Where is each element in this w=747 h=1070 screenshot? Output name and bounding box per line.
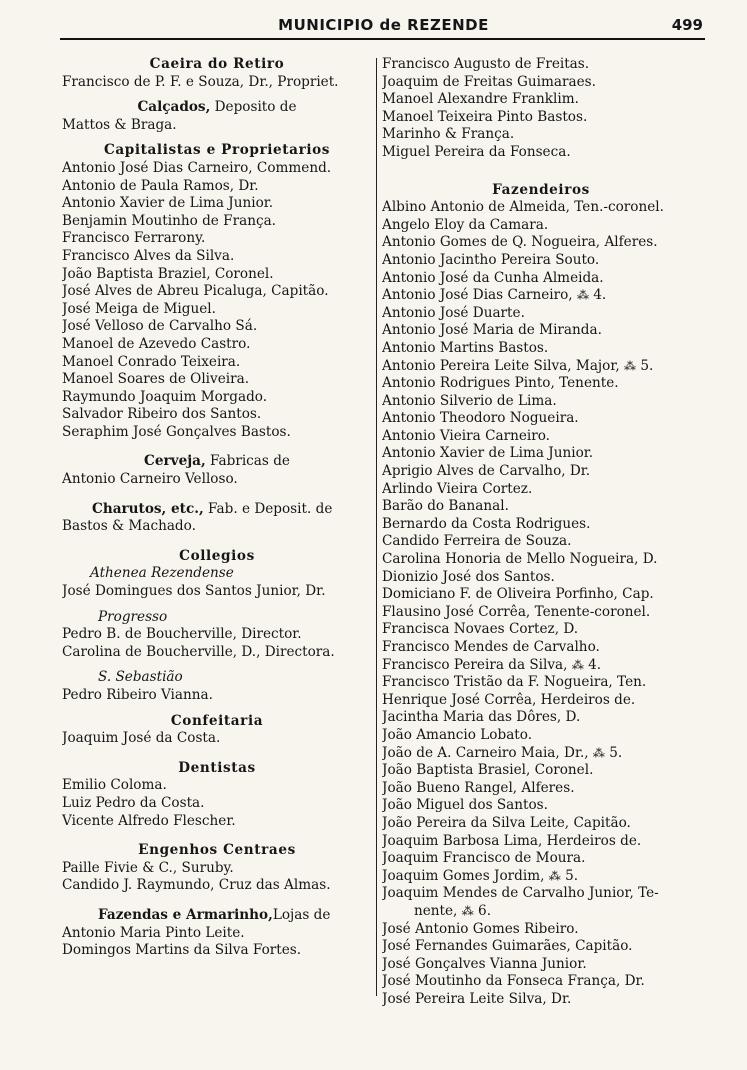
list-item: Francisco de P. F. e Souza, Dr., Propriet. [62, 73, 339, 90]
list-item [382, 745, 700, 763]
entry-text: Joaquim Gomes Jordim, [382, 867, 545, 884]
section-heading: Charutos, etc., [92, 500, 204, 517]
entry-number: 5. [609, 744, 623, 761]
list-item: Francisco Ferrarony. [62, 230, 206, 247]
section-heading: Collegios [179, 547, 255, 564]
list-item: Antonio Martins Bastos. [382, 339, 549, 356]
list-item [382, 358, 700, 376]
list-item: Antonio Vieira Carneiro. [382, 427, 550, 444]
right-column [382, 56, 700, 1008]
section-heading-rest: Deposito de [214, 99, 297, 116]
list-item: Raymundo Joaquim Morgado. [62, 388, 268, 405]
section-heading-line [62, 907, 372, 925]
list-item: Bastos & Machado. [62, 518, 196, 535]
list-item: Domiciano F. de Oliveira Porfinho, Cap. [382, 586, 654, 603]
entry-number: 5. [640, 357, 654, 374]
list-item: Luiz Pedro da Costa. [62, 794, 205, 811]
list-item: Francisco Alves da Silva. [62, 247, 235, 264]
list-item: Antonio Gomes de Q. Nogueira, Alferes. [382, 234, 658, 251]
list-item: Carolina de Boucherville, D., Directora. [62, 643, 335, 660]
list-item: João Amancio Lobato. [382, 726, 533, 743]
entry-number: 6. [478, 902, 492, 919]
list-item: Mattos & Braga. [62, 116, 177, 133]
page-header [60, 8, 707, 42]
list-item: Joaquim de Freitas Guimaraes. [382, 73, 596, 90]
fazendeiros-list [382, 921, 700, 1009]
list-item: Antonio de Paula Ramos, Dr. [62, 177, 259, 194]
list-item [382, 657, 700, 675]
list-item: João Pereira da Silva Leite, Capitão. [382, 814, 631, 831]
list-item: Salvador Ribeiro dos Santos. [62, 406, 262, 423]
list-item: Henrique José Corrêa, Herdeiros de. [382, 691, 636, 708]
list-item: José Velloso de Carvalho Sá. [62, 318, 258, 335]
dentistas-list [62, 777, 372, 830]
list-item: Vicente Alfredo Flescher. [62, 812, 236, 829]
fazendeiros-list [382, 762, 700, 868]
section-heading: Fazendas e Armarinho, [98, 906, 273, 923]
list-item [382, 287, 700, 305]
list-item: Miguel Pereira da Fonseca. [382, 143, 571, 160]
fazendeiros-list [382, 375, 700, 657]
list-item: Albino Antonio de Almeida, Ten.-coronel. [382, 199, 664, 216]
section-heading-rest: Lojas de [272, 906, 331, 923]
list-item: Joaquim José da Costa. [62, 730, 221, 747]
list-item: Candido J. Raymundo, Cruz das Almas. [62, 877, 331, 894]
section-heading: Calçados, [137, 99, 211, 116]
list-item: Manoel Soares de Oliveira. [62, 371, 250, 388]
asterism-icon: ⁂ [623, 358, 636, 373]
list-item: Manoel Teixeira Pinto Bastos. [382, 108, 588, 125]
list-item: Arlindo Vieira Cortez. [382, 480, 533, 497]
list-item: Carolina Honoria de Mello Nogueira, D. [382, 551, 658, 568]
school-name: Athenea Rezendense [90, 565, 234, 582]
list-item: João Miguel dos Santos. [382, 797, 548, 814]
section-heading: Engenhos Centraes [138, 842, 296, 859]
list-item: João Bueno Rangel, Alferes. [382, 779, 575, 796]
list-item: Antonio José da Cunha Almeida. [382, 269, 604, 286]
list-item: Antonio José Dias Carneiro, Commend. [62, 159, 332, 176]
section-heading: Confeitaria [170, 712, 264, 729]
list-item: João Baptista Braziel, Coronel. [62, 265, 274, 282]
list-item: Dionizio José dos Santos. [382, 568, 555, 585]
section-heading: Caeira do Retiro [149, 56, 285, 72]
list-item [382, 868, 700, 886]
left-column [62, 56, 372, 960]
fazendeiros-list [382, 199, 700, 287]
entry-text: Antonio Pereira Leite Silva, Major, [382, 357, 620, 374]
list-item: Manoel Conrado Teixeira. [62, 353, 241, 370]
list-item: Antonio Maria Pinto Leite. [62, 924, 245, 941]
list-item: João Baptista Brasiel, Coronel. [382, 762, 594, 779]
fazendas-list [62, 925, 372, 960]
list-item: Antonio Rodrigues Pinto, Tenente. [382, 375, 619, 392]
list-item: Antonio Xavier de Lima Junior. [382, 445, 594, 462]
list-item: José Domingues dos Santos Junior, Dr. [62, 583, 326, 600]
asterism-icon: ⁂ [592, 745, 605, 760]
list-item: Francisco Tristão da F. Nogueira, Ten. [382, 674, 647, 691]
fazendeiros-list [382, 305, 700, 358]
list-item: Barão do Bananal. [382, 498, 509, 515]
section-heading-line [62, 501, 372, 519]
list-item: Antonio Xavier de Lima Junior. [62, 195, 274, 212]
list-item: Antonio Jacintho Pereira Souto. [382, 251, 600, 268]
list-item: José Gonçalves Vianna Junior. [382, 955, 587, 972]
section-heading-rest: Fabricas de [210, 453, 290, 470]
engenhos-list [62, 860, 372, 895]
entry-number: 4. [588, 656, 602, 673]
progresso-list [62, 626, 372, 661]
list-item: Joaquim Francisco de Moura. [382, 850, 586, 867]
school-name: Progresso [98, 608, 168, 625]
entry-text: Antonio José Dias Carneiro, [382, 287, 573, 304]
header-rule [60, 38, 705, 40]
section-heading: Fazendeiros [492, 181, 590, 198]
list-item: Pedro B. de Boucherville, Director. [62, 626, 302, 643]
list-item: Angelo Eloy da Camara. [382, 216, 549, 233]
section-heading-line [62, 99, 372, 117]
list-item: Antonio José Duarte. [382, 304, 525, 321]
list-item-continuation [382, 903, 700, 921]
list-item: Benjamin Moutinho de França. [62, 212, 277, 229]
entry-text: nente, [414, 902, 458, 919]
asterism-icon: ⁂ [461, 903, 474, 918]
list-item: Marinho & França. [382, 126, 515, 143]
entry-number: 4. [593, 287, 607, 304]
list-item: Manoel Alexandre Franklim. [382, 91, 579, 108]
fazendeiros-list [382, 674, 700, 744]
list-item: Paille Fivie & C., Suruby. [62, 859, 234, 876]
list-item: José Moutinho da Fonseca França, Dr. [382, 973, 645, 990]
section-heading-rest: Fab. e Deposit. de [208, 500, 333, 517]
list-item: Flausino José Corrêa, Tenente-coronel. [382, 603, 651, 620]
school-name: S. Sebastião [98, 669, 183, 686]
list-item: Antonio Silverio de Lima. [382, 392, 557, 409]
asterism-icon: ⁂ [576, 288, 589, 303]
entry-number: 5. [565, 867, 579, 884]
list-item: Seraphim José Gonçalves Bastos. [62, 423, 291, 440]
list-item: Domingos Martins da Silva Fortes. [62, 942, 302, 959]
list-item: José Alves de Abreu Picaluga, Capitão. [62, 283, 329, 300]
section-heading-line [62, 453, 372, 471]
list-item: Pedro Ribeiro Vianna. [62, 687, 213, 703]
section-heading: Dentistas [178, 759, 256, 776]
list-item: Bernardo da Costa Rodrigues. [382, 515, 591, 532]
page-title: MUNICIPIO de REZENDE [278, 16, 489, 34]
capitalistas-list [62, 160, 372, 442]
list-item: Manoel de Azevedo Castro. [62, 335, 251, 352]
list-item: Antonio Theodoro Nogueira. [382, 410, 579, 427]
list-item: Jacintha Maria das Dôres, D. [382, 709, 581, 726]
list-item: Joaquim Mendes de Carvalho Junior, Te- [382, 885, 659, 902]
list-item: Francisca Novaes Cortez, D. [382, 621, 579, 638]
column-divider [376, 58, 377, 996]
list-item: José Fernandes Guimarães, Capitão. [382, 938, 633, 955]
list-item: José Antonio Gomes Ribeiro. [382, 920, 579, 937]
list-item: José Meiga de Miguel. [62, 300, 216, 317]
entry-text: João de A. Carneiro Maia, Dr., [382, 744, 589, 761]
entry-text: Francisco Pereira da Silva, [382, 656, 568, 673]
list-item: Francisco Augusto de Freitas. [382, 56, 590, 72]
list-item: Francisco Mendes de Carvalho. [382, 639, 600, 655]
list-item: Antonio Carneiro Velloso. [62, 471, 238, 488]
continued-list [382, 56, 700, 162]
list-item: José Pereira Leite Silva, Dr. [382, 990, 572, 1007]
page-number: 499 [671, 16, 703, 34]
asterism-icon: ⁂ [548, 868, 561, 883]
list-item: Joaquim Barbosa Lima, Herdeiros de. [382, 832, 642, 849]
asterism-icon: ⁂ [571, 657, 584, 672]
list-item: Emilio Coloma. [62, 777, 167, 794]
section-heading: Capitalistas e Proprietarios [103, 142, 331, 159]
list-item: Aprigio Alves de Carvalho, Dr. [382, 463, 591, 480]
list-item: Antonio José Maria de Miranda. [382, 322, 602, 339]
section-heading: Cerveja, [144, 453, 206, 470]
list-item: Candido Ferreira de Souza. [382, 533, 572, 550]
